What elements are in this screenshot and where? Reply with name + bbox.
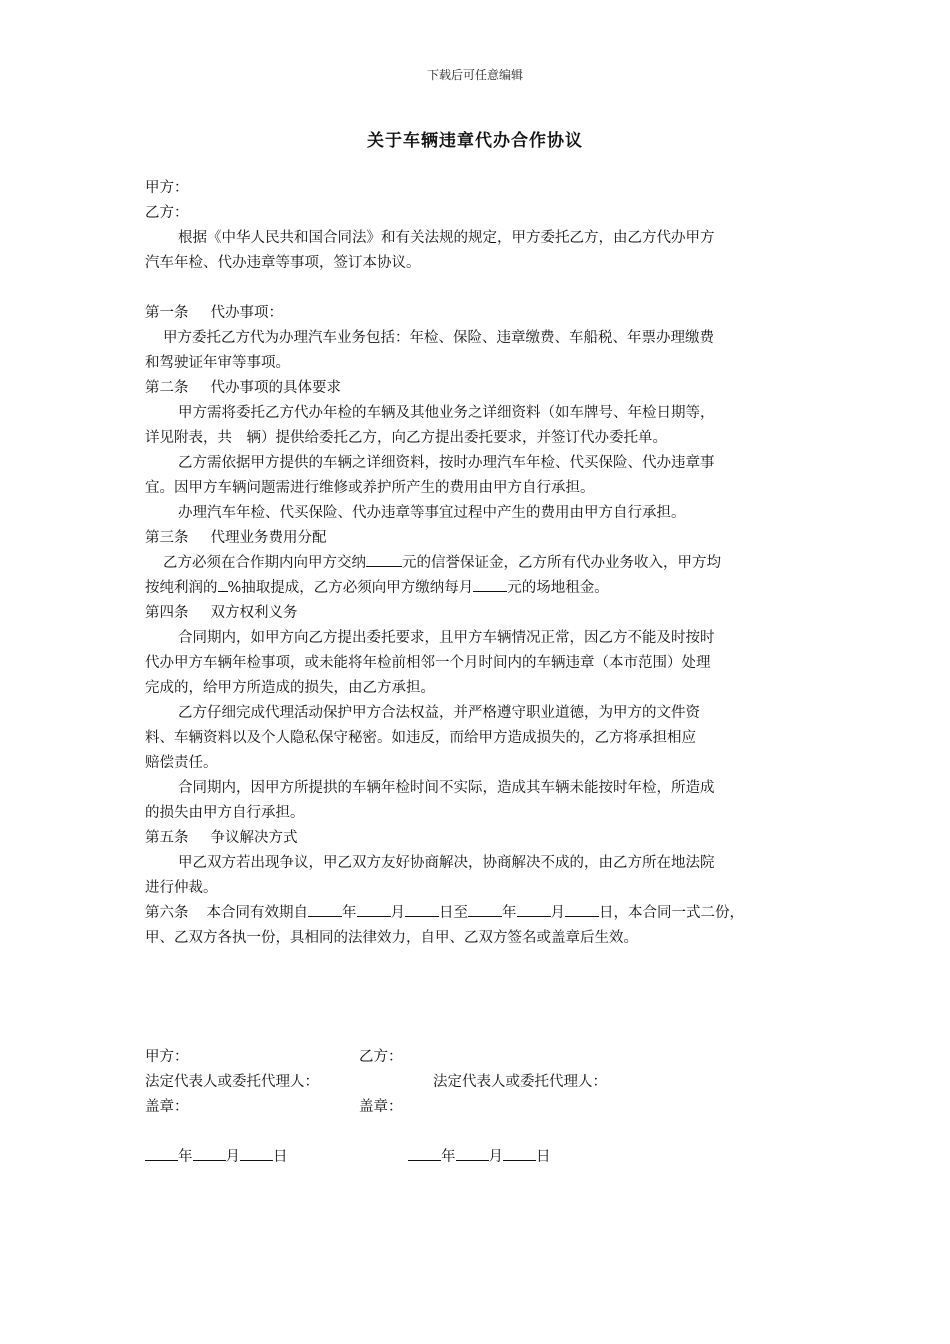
article-6-line-1: 第六条 本合同有效期自 年 月 日至 年 月 日，本合同一式二份，	[145, 901, 807, 926]
deposit-blank	[366, 552, 402, 567]
article-2-para-b-line-1: 乙方需依据甲方提供的车辆之详细资料，按时办理汽车年检、代买保险、代办违章事	[178, 455, 715, 471]
article-4-para-a-line-1: 合同期内，如甲方向乙方提出委托要求，且甲方车辆情况正常，因乙方不能及时按时	[178, 630, 715, 646]
article-4-para-c-line-2: 的损失由甲方自行承担。	[145, 805, 305, 821]
party-b-label: 乙方：	[145, 205, 189, 221]
sign-rep-b: 法定代表人或委托代理人：	[433, 1074, 607, 1090]
article-5-line-1: 甲乙双方若出现争议，甲乙双方友好协商解决，协商解决不成的，由乙方所在地法院	[178, 855, 715, 871]
party-a-label: 甲方：	[145, 180, 189, 196]
intro-line-1: 根据《中华人民共和国合同法》和有关法规的规定，甲方委托乙方，由乙方代办甲方	[178, 230, 715, 246]
signature-block	[145, 1045, 807, 1170]
article-2-para-c: 办理汽车年检、代买保险、代办违章等事宜过程中产生的费用由甲方自行承担。	[178, 505, 686, 521]
sign-party-b: 乙方：	[359, 1049, 403, 1065]
sign-seal-a: 盖章：	[145, 1099, 189, 1115]
article-2-para-b-line-2: 宜。因甲方车辆问题需进行维修或养护所产生的费用由甲方自行承担。	[145, 480, 595, 496]
intro-line-2: 汽车年检、代办违章等事项，签订本协议。	[145, 255, 421, 271]
article-1-line-1: 甲方委托乙方代为办理汽车业务包括：年检、保险、违章缴费、车船税、年票办理缴费	[163, 330, 714, 346]
article-4-para-a-line-3: 完成的，给甲方所造成的损失，由乙方承担。	[145, 680, 435, 696]
article-3-line-2: 按纯利润的 %抽取提成，乙方必须向甲方缴纳每月 元的场地租金。	[145, 576, 807, 601]
page-header: 下载后可任意编辑	[426, 68, 523, 82]
sign-rep-a: 法定代表人或委托代理人：	[145, 1074, 319, 1090]
percent-blank	[218, 577, 228, 592]
document-body	[145, 176, 807, 951]
sign-party-a: 甲方：	[145, 1049, 189, 1065]
article-6-line-2: 甲、乙双方各执一份，具相同的法律效力，自甲、乙双方签名或盖章后生效。	[145, 930, 638, 946]
article-1-line-2: 和驾驶证年审等事项。	[145, 355, 290, 371]
article-4-para-c-line-1: 合同期内，因甲方所提拱的车辆年检时间不实际，造成其车辆未能按时年检，所造成	[178, 780, 715, 796]
article-3-heading: 第三条 代理业务费用分配	[145, 530, 327, 546]
article-4-para-a-line-2: 代办甲方车辆年检事项，或未能将年检前相邻一个月时间内的车辆违章（本市范围）处理	[145, 655, 711, 671]
article-1-heading: 第一条 代办事项：	[145, 305, 283, 321]
sign-date-a: 年 月 日	[145, 1145, 288, 1170]
article-3-line-1: 乙方必须在合作期内向甲方交纳 元的信誉保证金，乙方所有代办业务收入，甲方均	[145, 551, 807, 576]
article-5-line-2: 进行仲裁。	[145, 880, 218, 896]
sign-date-b: 年 月 日	[408, 1145, 551, 1170]
rent-blank	[473, 577, 507, 592]
document-title: 关于车辆违章代办合作协议	[367, 131, 583, 151]
article-4-para-b-line-1: 乙方仔细完成代理活动保护甲方合法权益，并严格遵守职业道德，为甲方的文件资	[178, 705, 700, 721]
article-2-para-a-line-1: 甲方需将委托乙方代办年检的车辆及其他业务之详细资料（如车牌号、年检日期等，	[178, 405, 715, 421]
article-2-para-a-line-2: 详见附表，共 辆）提供给委托乙方，向乙方提出委托要求，并签订代办委托单。	[145, 430, 667, 446]
sign-seal-b: 盖章：	[359, 1099, 403, 1115]
article-4-para-b-line-3: 赔偿责任。	[145, 755, 218, 771]
article-4-heading: 第四条 双方权利义务	[145, 605, 298, 621]
article-4-para-b-line-2: 料、车辆资料以及个人隐私保守秘密。如违反，而给甲方造成损失的，乙方将承担相应	[145, 730, 696, 746]
article-5-heading: 第五条 争议解决方式	[145, 830, 298, 846]
article-2-heading: 第二条 代办事项的具体要求	[145, 380, 341, 396]
